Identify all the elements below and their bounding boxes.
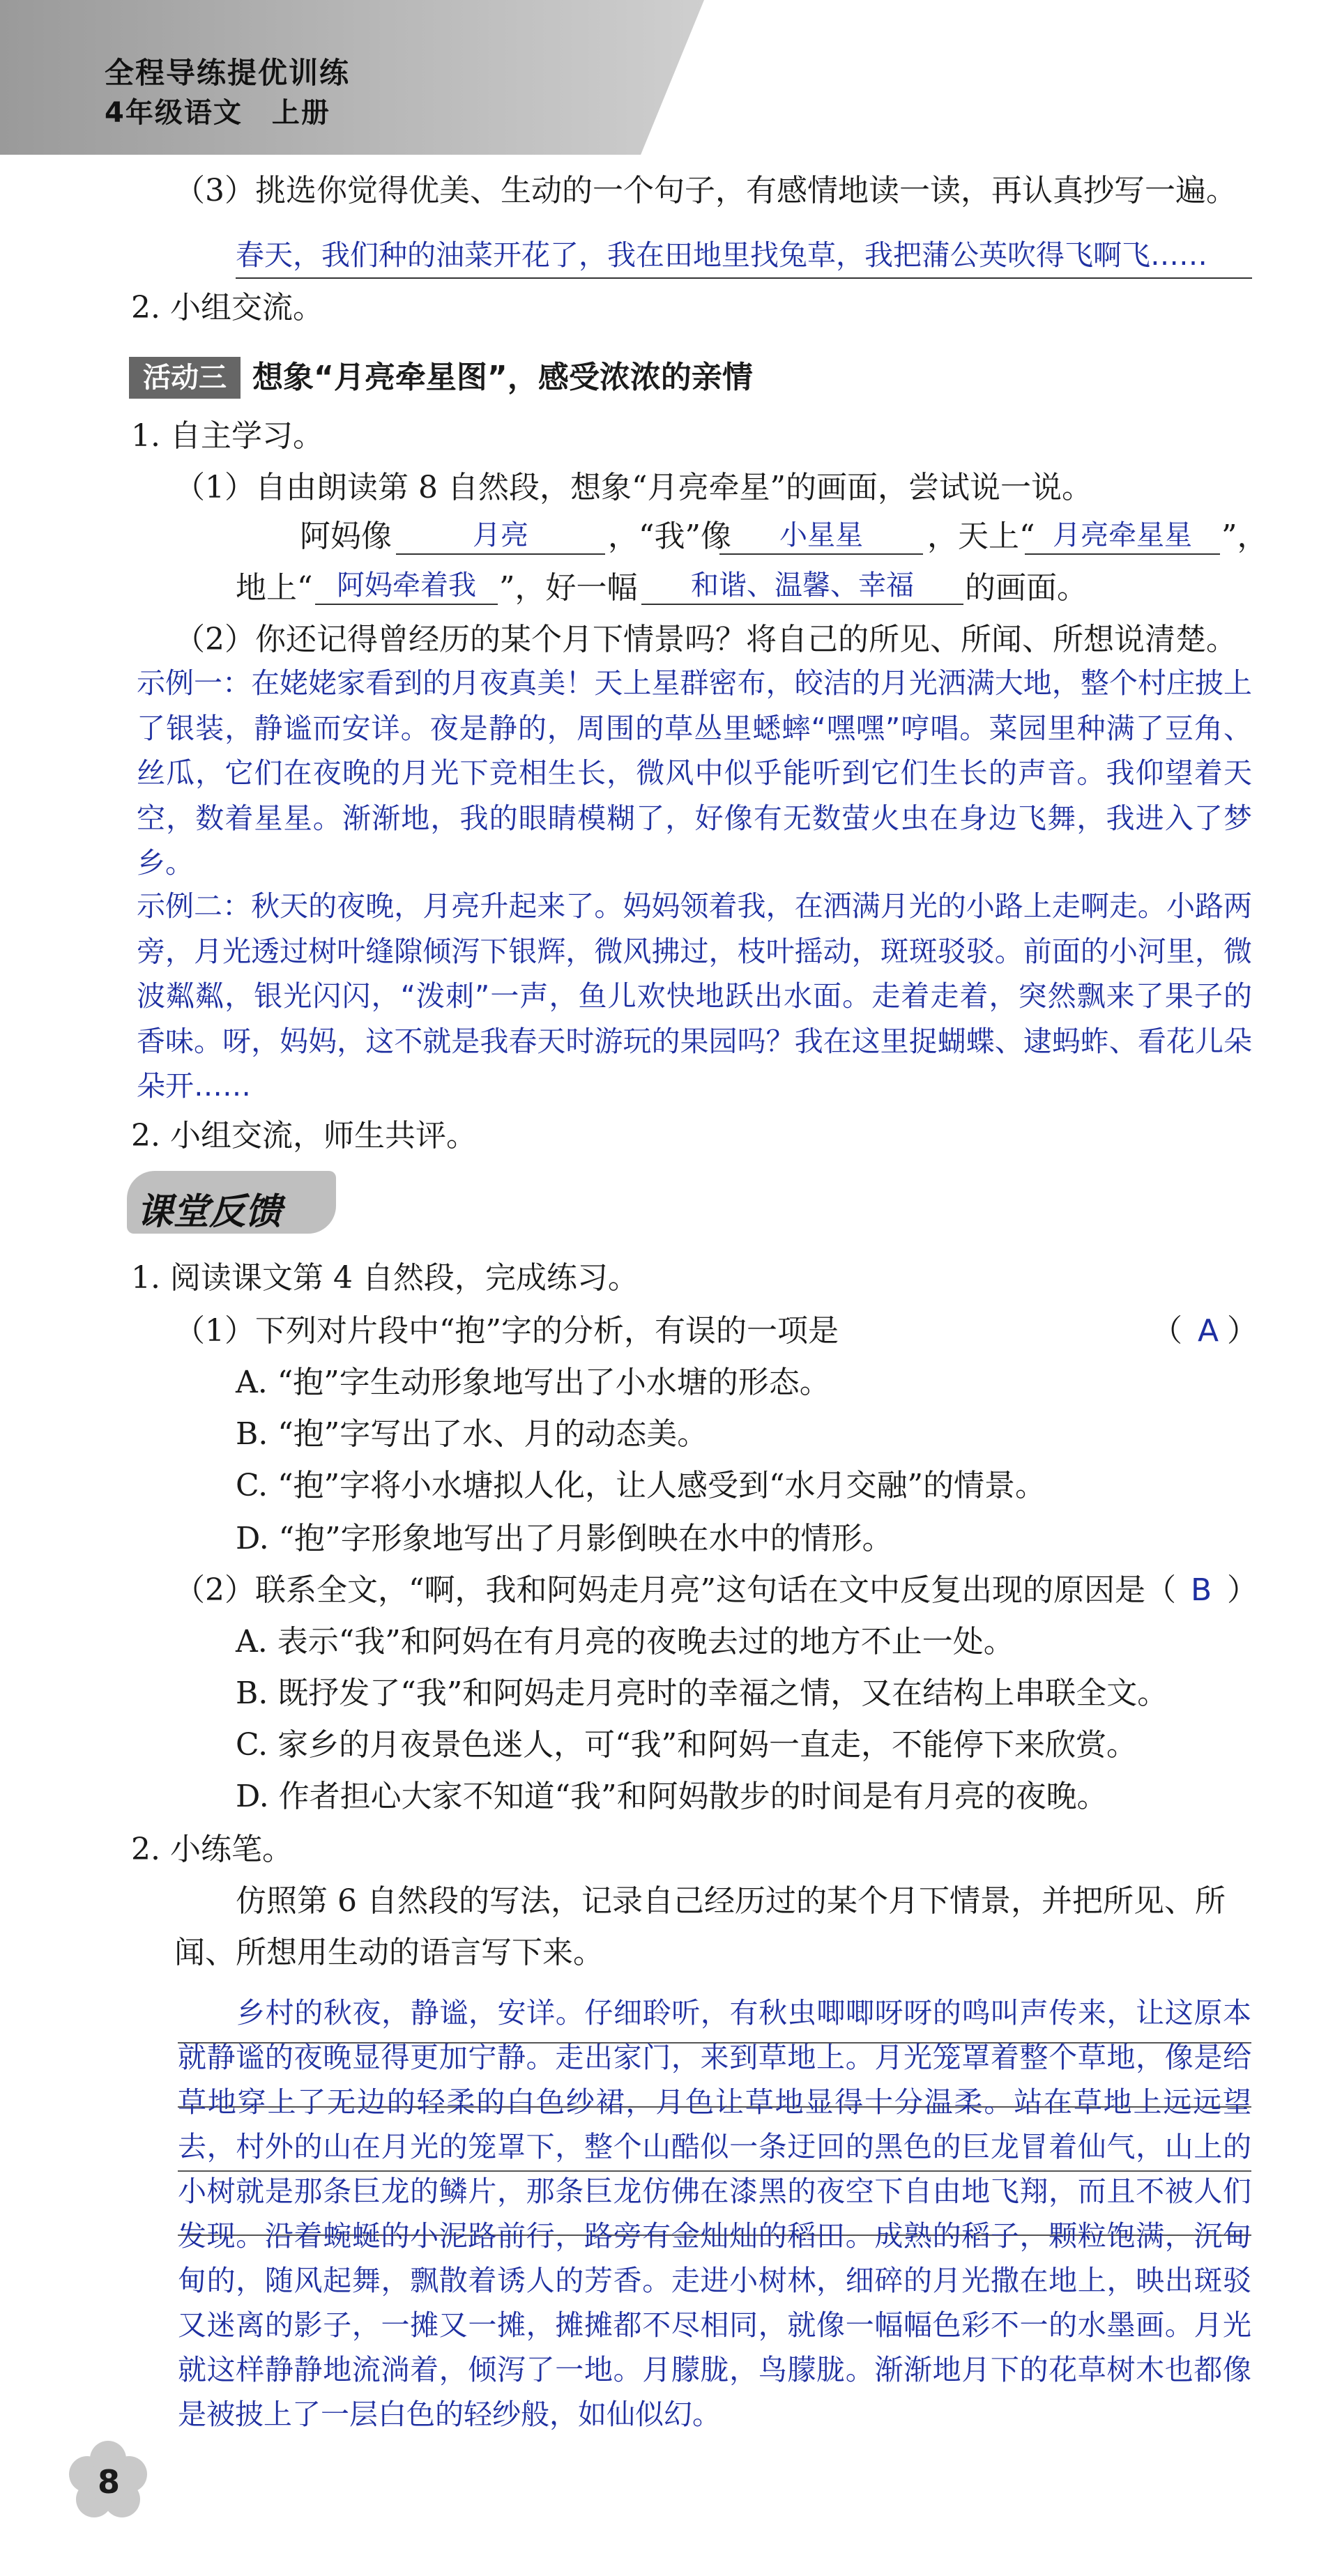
fill-text-7: 的画面。 (965, 570, 1088, 606)
essay-answer: 乡村的秋夜，静谧，安详。仔细聆听，有秋虫唧唧呀呀的鸣叫声传来，让这原本就静谧的夜晚显得更加宁静。走出家门，来到草地上。月光笼罩着整个草地，像是给草地穿上了无边的轻柔的白色纱裙，月色让草地显得十分温柔。站在草地上远远望去，村外的山在月光的笼罩下，整个山酷似一条迂回的黑色的巨龙冒着仙气，山上的小树就是那条巨龙的鳞片，那条巨龙仿佛在漆黑的夜空下自由地飞翔，而且不被人们发现。沿着蜿蜒的小泥路前行，路旁有金灿灿的稻田。成熟的稻子，颗粒饱满，沉甸甸的，随风起舞，飘散着诱人的芳香。走进小树林，细碎的月光撒在地上，映出斑驳又迷离的影子，一摊又一摊，摊摊都不尽相同，就像一幅幅色彩不一的水墨画。月光就这样静静地流淌着，倾泻了一地。月朦胧，鸟朦胧。渐渐地月下的花草树木也都像是被披上了一层白色的轻纱般，如仙似幻。 (178, 1996, 1251, 2431)
fb1-q1-option-c: C. “抱”字将小水塘拟人化，让人感受到“水月交融”的情景。 (236, 1468, 1046, 1503)
fb1-q1-paren-close: ） (1227, 1313, 1258, 1349)
blank-4: 阿妈牵着我 (315, 563, 498, 605)
fb1-q2-prompt: （2）联系全文，“啊，我和阿妈走月亮”这句话在文中反复出现的原因是（ (174, 1572, 1176, 1608)
q3-answer: 春天，我们种的油菜开花了，我在田地里找兔草，我把蒲公英吹得飞啊飞…… (236, 238, 1207, 272)
fill-text-3: ，天上“ (927, 519, 1035, 554)
page-number: 8 (98, 2463, 121, 2501)
book-grade-subject: 4年级语文 上册 (105, 97, 330, 129)
fb1-q1-prompt: （1）下列对片段中“抱”字的分析，有误的一项是 (174, 1313, 839, 1349)
q3-prompt: （3）挑选你觉得优美、生动的一个句子，有感情地读一读，再认真抄写一遍。 (174, 173, 1237, 208)
fb2: 2. 小练笔。 (131, 1832, 293, 1867)
example-one: 示例一：在姥姥家看到的月夜真美！天上星群密布，皎洁的月光洒满大地，整个村庄披上了银装，静谧而安详。夜是静的，周围的草丛里蟋蟀“嘿嘿”哼唱。菜园里种满了豆角、丝瓜，它们在夜晚的月光下竞相生长，微风中似乎能听到它们生长的声音。我仰望着天空，数着星星。渐渐地，我的眼睛模糊了，好像有无数萤火虫在身边飞舞，我进入了梦乡。 (137, 666, 1252, 880)
item1: 1. 自主学习。 (131, 418, 323, 454)
activity-title: 想象“月亮牵星图”，感受浓浓的亲情 (252, 360, 753, 395)
fb1-q1-answer: A (1198, 1313, 1219, 1349)
q3-answer-line (236, 277, 1252, 279)
fb1-q2-option-d: D. 作者担心大家不知道“我”和阿妈散步的时间是有月亮的夜晚。 (236, 1779, 1108, 1814)
fb1-q2-paren-close: ） (1227, 1572, 1258, 1608)
blank-3: 月亮牵星星 (1025, 513, 1220, 555)
fb1-q2-option-c: C. 家乡的月夜景色迷人，可“我”和阿妈一直走，不能停下来欣赏。 (236, 1727, 1138, 1763)
sub1-prompt: （1）自由朗读第 8 自然段，想象“月亮牵星”的画面，尝试说一说。 (174, 470, 1092, 505)
blank-1: 月亮 (396, 513, 605, 555)
fb1-q1-paren-open: （ (1152, 1313, 1182, 1349)
fb1-q1-option-d: D. “抱”字形象地写出了月影倒映在水中的情形。 (236, 1521, 893, 1556)
fill-text-1: 阿妈像 (300, 519, 392, 554)
book-series-title: 全程导练提优训练 (105, 56, 351, 90)
fb1-q2-option-b: B. 既抒发了“我”和阿妈走月亮时的幸福之情，又在结构上串联全文。 (236, 1676, 1168, 1711)
blank-5: 和谐、温馨、幸福 (641, 563, 963, 605)
item2-mid: 2. 小组交流，师生共评。 (131, 1118, 477, 1153)
fb2-prompt-line2: 闻、所想用生动的语言写下来。 (174, 1935, 604, 1970)
fill-text-2: ，“我”像 (608, 519, 731, 554)
fb1-q2-answer: B (1191, 1572, 1212, 1608)
sub2-prompt: （2）你还记得曾经历的某个月下情景吗？将自己的所见、所闻、所想说清楚。 (174, 622, 1237, 657)
fill-text-4: ”， (1221, 519, 1268, 554)
fb1-q2-option-a: A. 表示“我”和阿妈在有月亮的夜晚去过的地方不止一处。 (236, 1624, 1014, 1659)
fb1-q1-option-b: B. “抱”字写出了水、月的动态美。 (236, 1416, 708, 1452)
fb2-prompt-line1: 仿照第 6 自然段的写法，记录自己经历过的某个月下情景，并把所见、所 (236, 1883, 1226, 1919)
fb1: 1. 阅读课文第 4 自然段，完成练习。 (131, 1260, 639, 1296)
blank-2: 小星星 (719, 513, 923, 555)
example-two: 示例二：秋天的夜晚，月亮升起来了。妈妈领着我，在洒满月光的小路上走啊走。小路两旁，月光透过树叶缝隙倾泻下银辉，微风拂过，枝叶摇动，斑斑驳驳。前面的小河里，微波粼粼，银光闪闪，“泼刺”一声，鱼儿欢快地跃出水面。走着走着，突然飘来了果子的香味。呀，妈妈，这不就是我春天时游玩的果园吗？我在这里捉蝴蝶、逮蚂蚱、看花儿朵朵开…… (137, 889, 1252, 1103)
fill-text-6: ”，好一幅 (499, 570, 638, 606)
activity-badge: 活动三 (129, 357, 241, 399)
feedback-title: 课堂反馈 (137, 1191, 282, 1233)
item2-top: 2. 小组交流。 (131, 290, 323, 325)
fb1-q1-option-a: A. “抱”字生动形象地写出了小水塘的形态。 (236, 1365, 830, 1400)
fill-text-5: 地上“ (236, 570, 313, 606)
